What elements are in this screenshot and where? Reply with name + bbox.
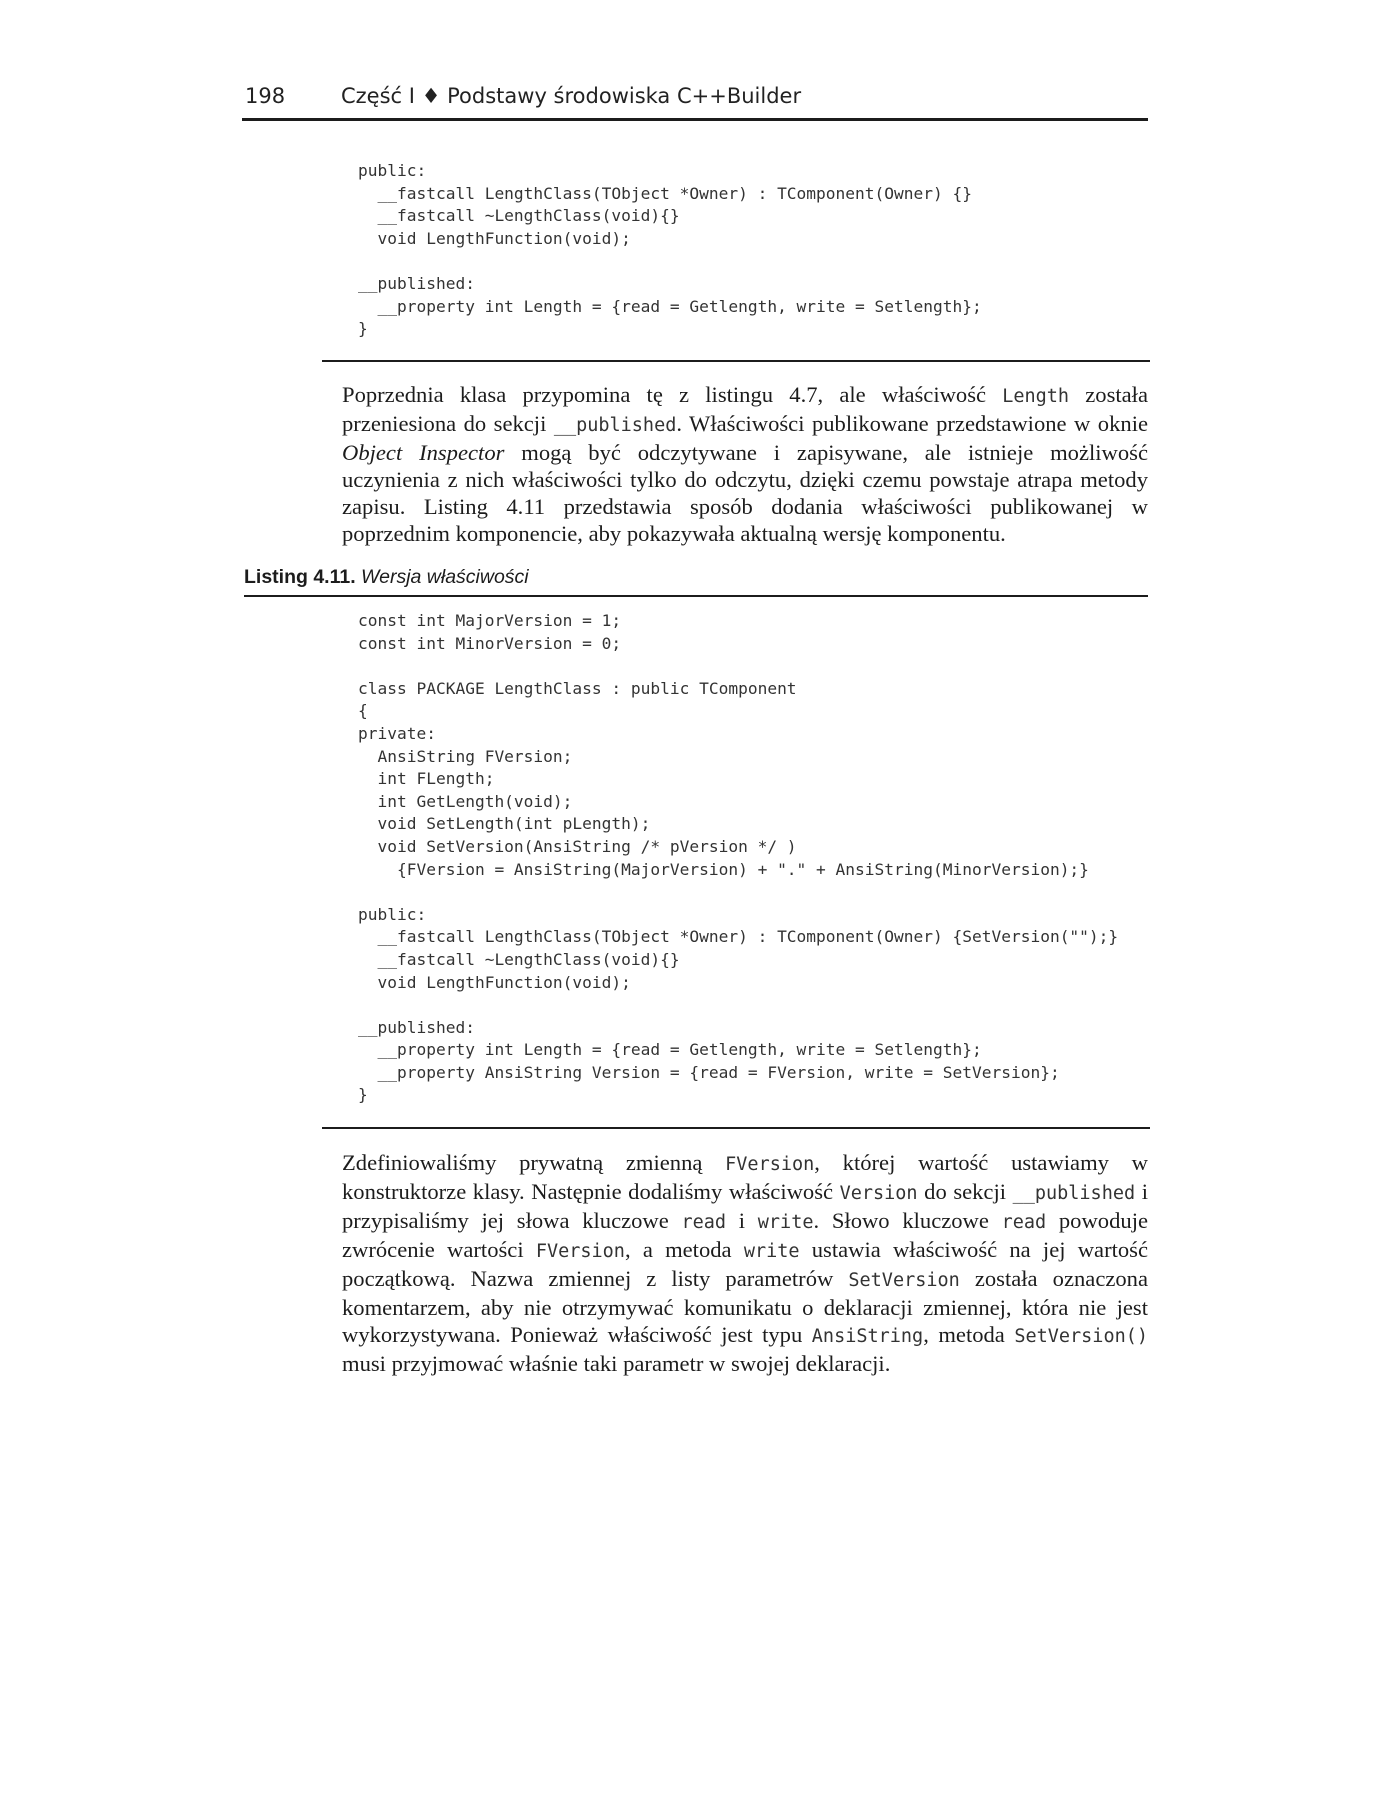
text-run: została oznaczona komentarzem, aby nie otrzymywać komunikatu o deklaracji zmiennej, która nie jest wykorzystywana. Ponieważ właściwość jest typu — [342, 1266, 1148, 1347]
code-line: const int MajorVersion = 1; — [358, 611, 622, 630]
page-number: 198 — [245, 84, 286, 108]
page-header — [242, 78, 1148, 121]
inline-code: FVersion — [725, 1154, 815, 1175]
listing-end-rule — [322, 1127, 1150, 1129]
code-line: __property int Length = {read = Getlength, write = Setlength}; — [358, 1040, 982, 1060]
paragraph-1 — [342, 381, 1148, 547]
code-listing — [358, 610, 1118, 1107]
text-run: Zdefiniowaliśmy prywatną zmienną — [342, 1150, 726, 1175]
code-line: class PACKAGE LengthClass : public TComponent — [358, 678, 797, 698]
text-run: musi przyjmować właśnie taki parametr w swojej deklaracji. — [342, 1351, 891, 1376]
code-listing-continuation — [358, 160, 982, 341]
code-line: {FVersion = AnsiString(MajorVersion) + "." + AnsiString(MinorVersion);} — [358, 859, 1089, 879]
text-run: została przeniesiona do sekcji — [342, 382, 1148, 436]
code-line: void SetVersion(AnsiString /* pVersion */ ) — [358, 836, 797, 856]
code-line: __published: — [358, 1017, 475, 1037]
code-line: void LengthFunction(void); — [358, 228, 631, 248]
code-line: __fastcall ~LengthClass(void){} — [358, 206, 680, 226]
text-run: , metoda — [923, 1322, 1015, 1347]
text-run: ustawia właściwość na jej wartość początkową. Nazwa zmiennej z listy parametrów — [342, 1237, 1148, 1291]
text-run: powoduje zwrócenie wartości — [342, 1208, 1148, 1262]
inline-code: read — [1001, 1212, 1047, 1233]
inline-code: SetVersion() — [1014, 1326, 1148, 1347]
code-line: AnsiString FVersion; — [358, 746, 573, 766]
code-line: void LengthFunction(void); — [358, 972, 631, 992]
text-run: do sekcji — [917, 1179, 1013, 1204]
inline-code: __published — [553, 415, 677, 436]
code-line: int GetLength(void); — [358, 791, 573, 811]
inline-code: Length — [1002, 386, 1070, 407]
paragraph-2 — [342, 1149, 1148, 1377]
listing-label: Listing 4.11. — [244, 566, 356, 588]
code-line: } — [358, 1085, 368, 1105]
code-line: __property AnsiString Version = {read = FVersion, write = SetVersion}; — [358, 1062, 1060, 1082]
text-run: mogą być odczytywane i zapisywane, ale istnieje możliwość uczynienia z nich właściwości tylko do odczytu, dzięki czemu powstaje atrapa metody zapisu. Listing 4.11 przedstawia sposób dodania właściwości publikowanej w poprzednim komponencie, aby pokazywała aktualną wersję komponentu. — [342, 440, 1148, 546]
text-run: Poprzednia klasa przypomina tę z listingu 4.7, ale właściwość — [342, 382, 1003, 407]
inline-code: write — [743, 1241, 800, 1262]
listing-title — [244, 566, 1148, 597]
code-line: int FLength; — [358, 769, 495, 789]
text-run: i przypisaliśmy jej słowa kluczowe — [342, 1179, 1148, 1233]
text-run: i — [726, 1208, 758, 1233]
inline-code: AnsiString — [811, 1326, 924, 1347]
inline-code: read — [681, 1212, 727, 1233]
text-run: . Słowo kluczowe — [813, 1208, 1002, 1233]
code-line: private: — [358, 723, 436, 743]
text-run: , a metoda — [624, 1237, 744, 1262]
text-run: , której wartość ustawiamy w konstruktorze klasy. Następnie dodaliśmy właściwość — [342, 1150, 1148, 1204]
code-line: public: — [358, 161, 427, 180]
listing-end-rule — [322, 360, 1150, 362]
code-line: __property int Length = {read = Getlength, write = Setlength}; — [358, 296, 982, 316]
code-line: { — [358, 701, 368, 721]
code-line: } — [358, 319, 368, 339]
code-line: __fastcall LengthClass(TObject *Owner) : TComponent(Owner) {} — [358, 183, 972, 203]
inline-code: __published — [1012, 1183, 1136, 1204]
text-run: . Właściwości publikowane przedstawione w oknie — [676, 411, 1148, 436]
emphasis: Object Inspector — [342, 440, 505, 465]
listing-caption: Wersja właściwości — [361, 566, 529, 588]
code-line: const int MinorVersion = 0; — [358, 633, 622, 653]
code-line: public: — [358, 904, 427, 924]
inline-code: write — [757, 1212, 814, 1233]
inline-code: Version — [839, 1183, 918, 1204]
running-title: Część I ♦ Podstawy środowiska C++Builder — [341, 84, 802, 108]
inline-code: SetVersion — [848, 1270, 960, 1291]
code-line: __fastcall LengthClass(TObject *Owner) : TComponent(Owner) {SetVersion("");} — [358, 927, 1119, 947]
code-line: void SetLength(int pLength); — [358, 814, 651, 834]
inline-code: FVersion — [535, 1241, 625, 1262]
code-line: __published: — [358, 273, 475, 293]
code-line: __fastcall ~LengthClass(void){} — [358, 949, 680, 969]
